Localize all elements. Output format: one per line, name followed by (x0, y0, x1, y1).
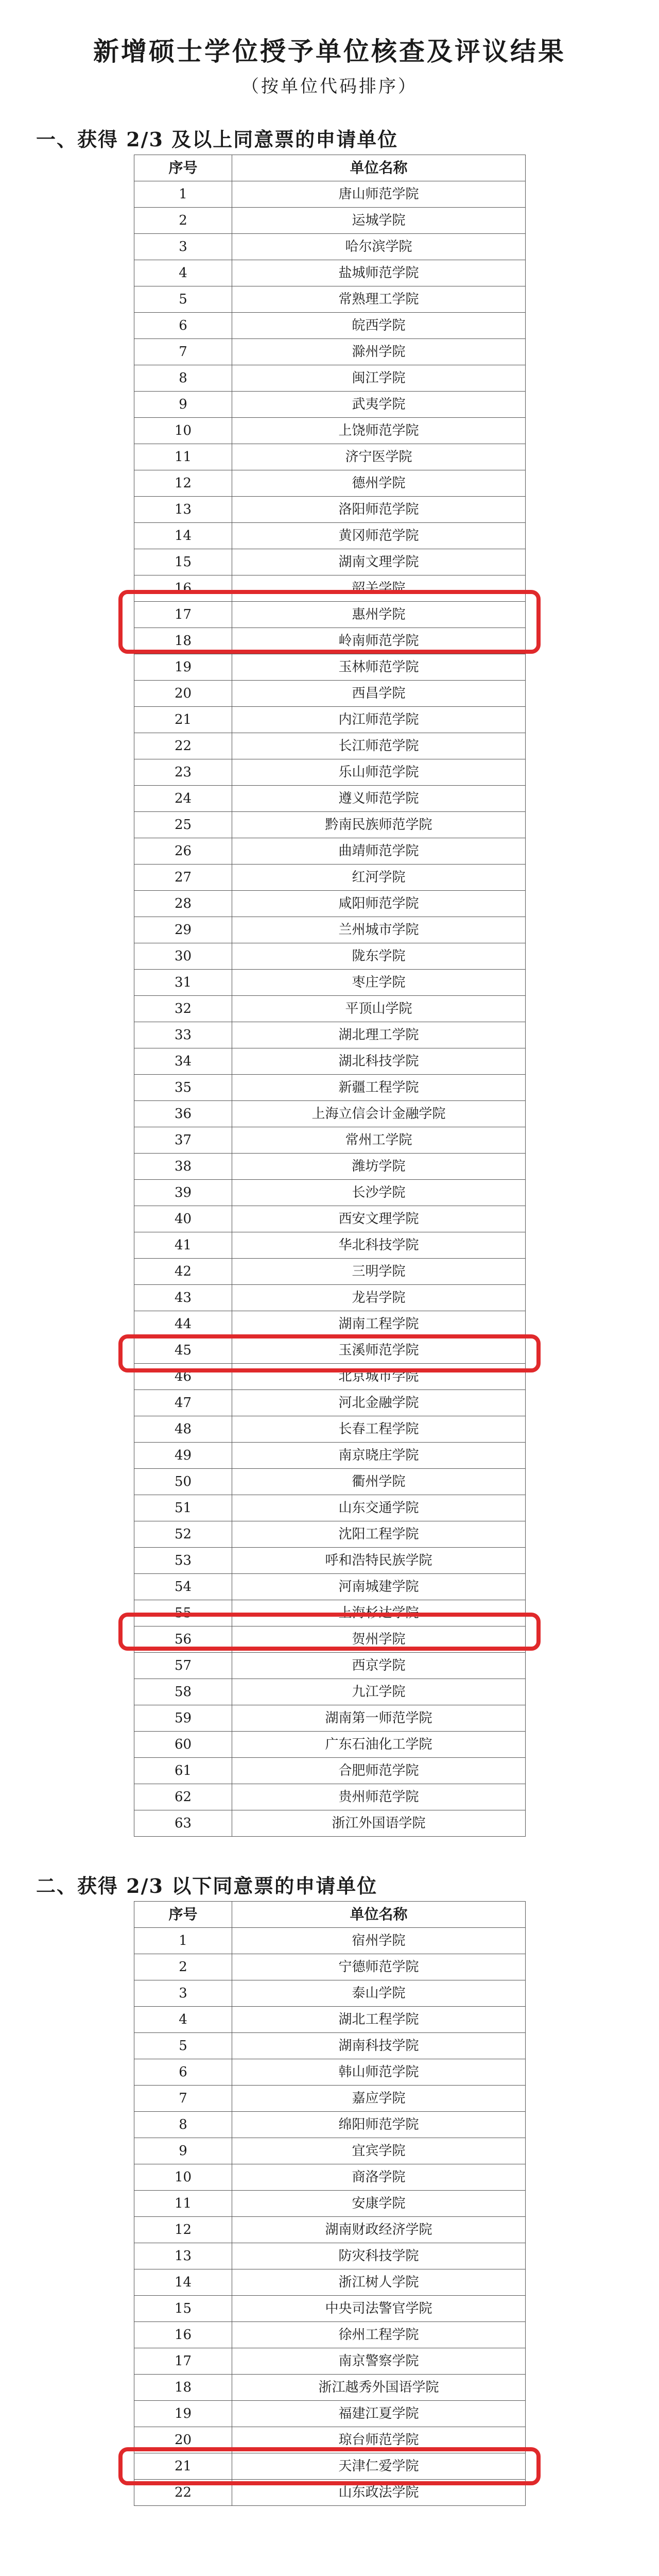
unit-name: 宿州学院 (232, 1928, 526, 1954)
serial-number: 55 (134, 1600, 232, 1626)
serial-number: 57 (134, 1653, 232, 1679)
table-row (134, 2348, 526, 2375)
serial-number: 47 (134, 1390, 232, 1416)
serial-number: 9 (134, 392, 232, 418)
table-row (134, 838, 526, 865)
serial-number: 11 (134, 2191, 232, 2217)
serial-number: 30 (134, 943, 232, 970)
section1-heading: 一、获得 2/3 及以上同意票的申请单位 (36, 128, 398, 151)
serial-number: 18 (134, 628, 232, 654)
serial-number: 3 (134, 1980, 232, 2007)
table-row (134, 418, 526, 444)
serial-number: 21 (134, 707, 232, 733)
serial-number: 39 (134, 1180, 232, 1206)
unit-name: 黔南民族师范学院 (232, 812, 526, 838)
unit-name: 玉林师范学院 (232, 654, 526, 681)
serial-number: 19 (134, 654, 232, 681)
table-row (134, 2164, 526, 2191)
unit-name: 沈阳工程学院 (232, 1521, 526, 1548)
table-row (134, 1784, 526, 1810)
serial-number: 48 (134, 1416, 232, 1443)
unit-name: 西京学院 (232, 1653, 526, 1679)
unit-name: 运城学院 (232, 208, 526, 234)
table-row (134, 786, 526, 812)
table-row (134, 1954, 526, 1980)
serial-number: 15 (134, 549, 232, 575)
serial-number: 10 (134, 418, 232, 444)
unit-name: 九江学院 (232, 1679, 526, 1705)
table-row (134, 470, 526, 497)
serial-number: 7 (134, 339, 232, 365)
unit-name: 长春工程学院 (232, 1416, 526, 1443)
serial-number: 42 (134, 1259, 232, 1285)
unit-name: 武夷学院 (232, 392, 526, 418)
unit-name: 哈尔滨学院 (232, 234, 526, 260)
table-header-row (134, 1902, 526, 1928)
unit-name: 合肥师范学院 (232, 1758, 526, 1784)
unit-name: 长江师范学院 (232, 733, 526, 759)
unit-name: 潍坊学院 (232, 1154, 526, 1180)
serial-number: 40 (134, 1206, 232, 1232)
table-row (134, 1285, 526, 1311)
table-row (134, 1980, 526, 2007)
table-row (134, 654, 526, 681)
unit-name: 贺州学院 (232, 1626, 526, 1653)
unit-name: 河北金融学院 (232, 1390, 526, 1416)
unit-name: 衢州学院 (232, 1469, 526, 1495)
serial-number: 25 (134, 812, 232, 838)
unit-name: 湖北科技学院 (232, 1048, 526, 1075)
table-row (134, 707, 526, 733)
table-row (134, 996, 526, 1022)
serial-number: 9 (134, 2138, 232, 2164)
table-row (134, 917, 526, 943)
unit-name: 黄冈师范学院 (232, 523, 526, 549)
serial-number: 58 (134, 1679, 232, 1705)
table-row (134, 2296, 526, 2322)
unit-name: 泰山学院 (232, 1980, 526, 2007)
serial-number: 33 (134, 1022, 232, 1048)
unit-name: 西昌学院 (232, 681, 526, 707)
unit-name: 山东政法学院 (232, 2480, 526, 2506)
unit-name: 天津仁爱学院 (232, 2453, 526, 2480)
highlight-box (118, 1334, 541, 1372)
unit-name: 湖南财政经济学院 (232, 2217, 526, 2243)
serial-number: 4 (134, 2007, 232, 2033)
unit-name: 唐山师范学院 (232, 181, 526, 208)
table-row (134, 1259, 526, 1285)
table-row (134, 1574, 526, 1600)
table-row (134, 2138, 526, 2164)
table-row (134, 1443, 526, 1469)
unit-name: 浙江越秀外国语学院 (232, 2375, 526, 2401)
unit-name: 枣庄学院 (232, 970, 526, 996)
unit-name: 琼台师范学院 (232, 2427, 526, 2453)
highlight-box (118, 1613, 541, 1651)
table-row (134, 2217, 526, 2243)
unit-name: 盐城师范学院 (232, 260, 526, 286)
table-row (134, 1075, 526, 1101)
serial-number: 38 (134, 1154, 232, 1180)
table-row (134, 1758, 526, 1784)
unit-name: 玉溪师范学院 (232, 1337, 526, 1364)
serial-number: 24 (134, 786, 232, 812)
table-row (134, 2401, 526, 2427)
column-header-unit-name: 单位名称 (232, 1902, 526, 1928)
serial-number: 5 (134, 2033, 232, 2059)
table-row (134, 1495, 526, 1521)
table-row (134, 339, 526, 365)
unit-name: 内江师范学院 (232, 707, 526, 733)
table-row (134, 1521, 526, 1548)
unit-name: 广东石油化工学院 (232, 1732, 526, 1758)
table-row (134, 891, 526, 917)
table-header-row (134, 155, 526, 181)
unit-name: 洛阳师范学院 (232, 497, 526, 523)
unit-name: 常熟理工学院 (232, 286, 526, 313)
serial-number: 54 (134, 1574, 232, 1600)
unit-name: 南京警察学院 (232, 2348, 526, 2375)
unit-name: 兰州城市学院 (232, 917, 526, 943)
table-row (134, 208, 526, 234)
table-row (134, 1127, 526, 1154)
unit-name: 咸阳师范学院 (232, 891, 526, 917)
table-row (134, 2269, 526, 2296)
unit-name: 呼和浩特民族学院 (232, 1548, 526, 1574)
serial-number: 20 (134, 2427, 232, 2453)
unit-name: 嘉应学院 (232, 2086, 526, 2112)
serial-number: 13 (134, 2243, 232, 2269)
table-row (134, 260, 526, 286)
serial-number: 21 (134, 2453, 232, 2480)
unit-name: 商洛学院 (232, 2164, 526, 2191)
serial-number: 46 (134, 1364, 232, 1390)
serial-number: 1 (134, 181, 232, 208)
unit-name: 防灾科技学院 (232, 2243, 526, 2269)
table-row (134, 1101, 526, 1127)
serial-number: 22 (134, 2480, 232, 2506)
serial-number: 3 (134, 234, 232, 260)
serial-number: 63 (134, 1810, 232, 1837)
serial-number: 4 (134, 260, 232, 286)
unit-name: 岭南师范学院 (232, 628, 526, 654)
unit-name: 绵阳师范学院 (232, 2112, 526, 2138)
section1-table (134, 155, 526, 1837)
table-row (134, 2243, 526, 2269)
serial-number: 52 (134, 1521, 232, 1548)
section2-heading: 二、获得 2/3 以下同意票的申请单位 (36, 1874, 378, 1897)
serial-number: 2 (134, 1954, 232, 1980)
unit-name: 西安文理学院 (232, 1206, 526, 1232)
table-row (134, 2191, 526, 2217)
unit-name: 闽江学院 (232, 365, 526, 392)
highlight-box (118, 590, 541, 654)
document-subtitle: （按单位代码排序） (241, 76, 418, 97)
unit-name: 湖南第一师范学院 (232, 1705, 526, 1732)
table-row (134, 1732, 526, 1758)
unit-name: 山东交通学院 (232, 1495, 526, 1521)
unit-name: 河南城建学院 (232, 1574, 526, 1600)
unit-name: 上海立信会计金融学院 (232, 1101, 526, 1127)
table-row (134, 1232, 526, 1259)
table-row (134, 812, 526, 838)
serial-number: 26 (134, 838, 232, 865)
unit-name: 浙江树人学院 (232, 2269, 526, 2296)
unit-name: 湖北工程学院 (232, 2007, 526, 2033)
serial-number: 61 (134, 1758, 232, 1784)
unit-name: 宁德师范学院 (232, 1954, 526, 1980)
serial-number: 53 (134, 1548, 232, 1574)
serial-number: 31 (134, 970, 232, 996)
table-row (134, 234, 526, 260)
table-row (134, 1928, 526, 1954)
unit-name: 皖西学院 (232, 313, 526, 339)
table-row (134, 2086, 526, 2112)
serial-number: 16 (134, 2322, 232, 2348)
serial-number: 43 (134, 1285, 232, 1311)
serial-number: 6 (134, 2059, 232, 2086)
serial-number: 23 (134, 759, 232, 786)
table-row (134, 2007, 526, 2033)
serial-number: 8 (134, 365, 232, 392)
unit-name: 滁州学院 (232, 339, 526, 365)
serial-number: 12 (134, 470, 232, 497)
table-row (134, 313, 526, 339)
table-row (134, 286, 526, 313)
serial-number: 20 (134, 681, 232, 707)
serial-number: 45 (134, 1337, 232, 1364)
unit-name: 福建江夏学院 (232, 2401, 526, 2427)
table-row (134, 733, 526, 759)
unit-name: 红河学院 (232, 865, 526, 891)
column-header-serial: 序号 (134, 155, 232, 181)
serial-number: 17 (134, 602, 232, 628)
unit-name: 浙江外国语学院 (232, 1810, 526, 1837)
table-row (134, 2033, 526, 2059)
unit-name: 平顶山学院 (232, 996, 526, 1022)
table-row (134, 970, 526, 996)
serial-number: 5 (134, 286, 232, 313)
serial-number: 6 (134, 313, 232, 339)
unit-name: 遵义师范学院 (232, 786, 526, 812)
table-row (134, 365, 526, 392)
unit-name: 上饶师范学院 (232, 418, 526, 444)
unit-name: 长沙学院 (232, 1180, 526, 1206)
serial-number: 36 (134, 1101, 232, 1127)
table-row (134, 1548, 526, 1574)
serial-number: 51 (134, 1495, 232, 1521)
serial-number: 7 (134, 2086, 232, 2112)
table-row (134, 1390, 526, 1416)
table-row (134, 1022, 526, 1048)
section2-table (134, 1901, 526, 2506)
unit-name: 徐州工程学院 (232, 2322, 526, 2348)
table-row (134, 681, 526, 707)
table-row (134, 2322, 526, 2348)
serial-number: 60 (134, 1732, 232, 1758)
table-row (134, 1180, 526, 1206)
serial-number: 17 (134, 2348, 232, 2375)
table-row (134, 1679, 526, 1705)
serial-number: 35 (134, 1075, 232, 1101)
serial-number: 22 (134, 733, 232, 759)
unit-name: 中央司法警官学院 (232, 2296, 526, 2322)
serial-number: 14 (134, 2269, 232, 2296)
table-row (134, 1048, 526, 1075)
table-row (134, 943, 526, 970)
table-row (134, 2112, 526, 2138)
unit-name: 韩山师范学院 (232, 2059, 526, 2086)
serial-number: 27 (134, 865, 232, 891)
serial-number: 16 (134, 575, 232, 602)
serial-number: 62 (134, 1784, 232, 1810)
serial-number: 34 (134, 1048, 232, 1075)
column-header-serial: 序号 (134, 1902, 232, 1928)
unit-name: 济宁医学院 (232, 444, 526, 470)
unit-name: 宜宾学院 (232, 2138, 526, 2164)
serial-number: 8 (134, 2112, 232, 2138)
serial-number: 59 (134, 1705, 232, 1732)
serial-number: 49 (134, 1443, 232, 1469)
table-row (134, 1705, 526, 1732)
unit-name: 湖北理工学院 (232, 1022, 526, 1048)
serial-number: 15 (134, 2296, 232, 2322)
unit-name: 惠州学院 (232, 602, 526, 628)
serial-number: 11 (134, 444, 232, 470)
table-row (134, 1653, 526, 1679)
column-header-unit-name: 单位名称 (232, 155, 526, 181)
serial-number: 32 (134, 996, 232, 1022)
unit-name: 安康学院 (232, 2191, 526, 2217)
table-row (134, 1311, 526, 1337)
unit-name: 北京城市学院 (232, 1364, 526, 1390)
serial-number: 56 (134, 1626, 232, 1653)
table-row (134, 181, 526, 208)
serial-number: 12 (134, 2217, 232, 2243)
serial-number: 50 (134, 1469, 232, 1495)
table-row (134, 865, 526, 891)
unit-name: 常州工学院 (232, 1127, 526, 1154)
unit-name: 德州学院 (232, 470, 526, 497)
serial-number: 14 (134, 523, 232, 549)
table-row (134, 549, 526, 575)
table-row (134, 1416, 526, 1443)
serial-number: 44 (134, 1311, 232, 1337)
table-row (134, 759, 526, 786)
serial-number: 18 (134, 2375, 232, 2401)
unit-name: 华北科技学院 (232, 1232, 526, 1259)
unit-name: 曲靖师范学院 (232, 838, 526, 865)
table-row (134, 2059, 526, 2086)
unit-name: 陇东学院 (232, 943, 526, 970)
table-row (134, 1810, 526, 1837)
table-row (134, 444, 526, 470)
unit-name: 新疆工程学院 (232, 1075, 526, 1101)
unit-name: 湖南科技学院 (232, 2033, 526, 2059)
serial-number: 2 (134, 208, 232, 234)
table-row (134, 523, 526, 549)
unit-name: 南京晓庄学院 (232, 1443, 526, 1469)
unit-name: 三明学院 (232, 1259, 526, 1285)
serial-number: 28 (134, 891, 232, 917)
unit-name: 湖南工程学院 (232, 1311, 526, 1337)
unit-name: 上海杉达学院 (232, 1600, 526, 1626)
serial-number: 19 (134, 2401, 232, 2427)
serial-number: 29 (134, 917, 232, 943)
table-row (134, 392, 526, 418)
serial-number: 1 (134, 1928, 232, 1954)
table-row (134, 497, 526, 523)
serial-number: 13 (134, 497, 232, 523)
unit-name: 贵州师范学院 (232, 1784, 526, 1810)
highlight-box (118, 2447, 541, 2485)
table-row (134, 1206, 526, 1232)
unit-name: 韶关学院 (232, 575, 526, 602)
unit-name: 湖南文理学院 (232, 549, 526, 575)
document-title: 新增硕士学位授予单位核查及评议结果 (93, 36, 566, 66)
serial-number: 41 (134, 1232, 232, 1259)
table-row (134, 1154, 526, 1180)
unit-name: 龙岩学院 (232, 1285, 526, 1311)
table-row (134, 2375, 526, 2401)
serial-number: 37 (134, 1127, 232, 1154)
unit-name: 乐山师范学院 (232, 759, 526, 786)
serial-number: 10 (134, 2164, 232, 2191)
table-row (134, 1469, 526, 1495)
